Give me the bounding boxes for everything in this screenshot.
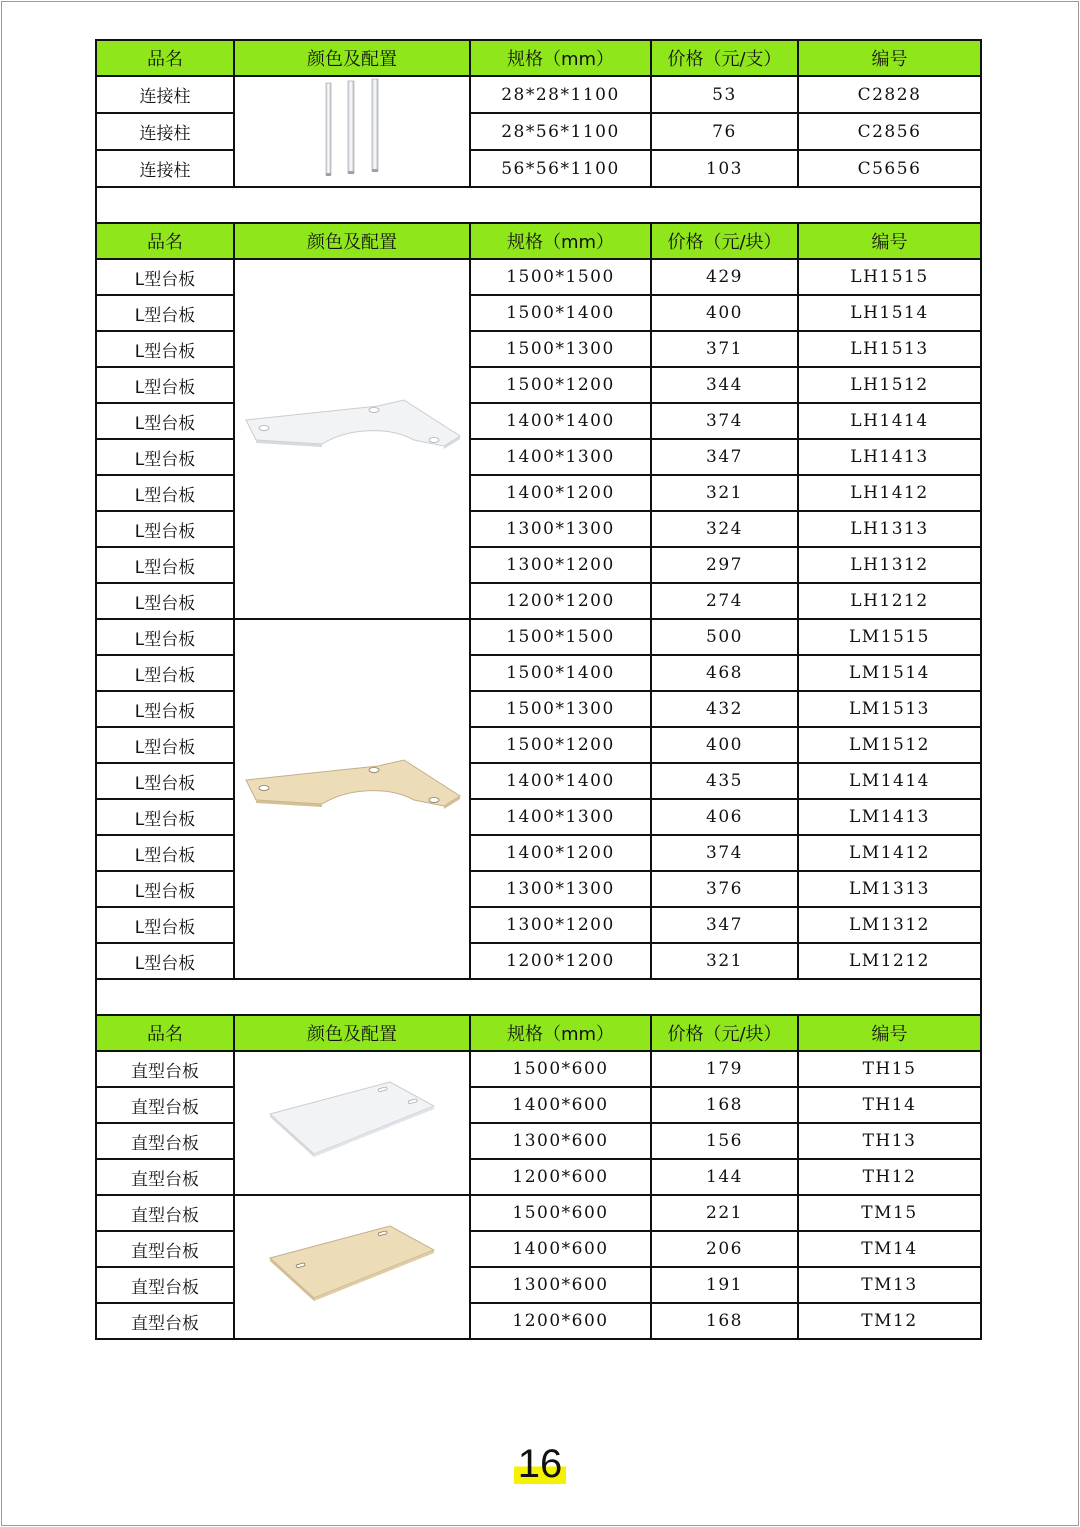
- table-row: [96, 691, 981, 727]
- spacer-cell: [96, 187, 981, 223]
- spec: 1300*1300: [470, 511, 651, 547]
- spec: 1500*1500: [470, 619, 651, 655]
- spec: 1300*600: [470, 1123, 651, 1159]
- table-row: [96, 403, 981, 439]
- product-name: 直型台板: [96, 1051, 234, 1087]
- code: LM1212: [798, 943, 981, 979]
- code: LH1514: [798, 295, 981, 331]
- spec: 1400*1400: [470, 403, 651, 439]
- header-code: 编号: [798, 1015, 981, 1051]
- white-straight-desktop-image: [234, 1051, 470, 1195]
- connecting-column-image: [234, 76, 470, 187]
- code: TM15: [798, 1195, 981, 1231]
- code: LM1412: [798, 835, 981, 871]
- code: LH1413: [798, 439, 981, 475]
- code: TM14: [798, 1231, 981, 1267]
- code: LM1514: [798, 655, 981, 691]
- spec: 1500*1300: [470, 691, 651, 727]
- code: LH1513: [798, 331, 981, 367]
- table-row: [96, 1087, 981, 1123]
- code: LH1512: [798, 367, 981, 403]
- spec: 28*56*1100: [470, 113, 651, 150]
- header-config: 颜色及配置: [234, 223, 470, 259]
- header-row-columns: [96, 40, 981, 76]
- price: 500: [651, 619, 798, 655]
- header-spec: 规格（mm）: [470, 40, 651, 76]
- spec: 1500*1200: [470, 367, 651, 403]
- product-name: L型台板: [96, 367, 234, 403]
- price: 374: [651, 403, 798, 439]
- code: LM1414: [798, 763, 981, 799]
- spec: 1400*1200: [470, 835, 651, 871]
- spec: 1500*1200: [470, 727, 651, 763]
- price: 156: [651, 1123, 798, 1159]
- table-row: [96, 655, 981, 691]
- code: TH12: [798, 1159, 981, 1195]
- spec: 1200*1200: [470, 943, 651, 979]
- code: C2856: [798, 113, 981, 150]
- header-name: 品名: [96, 40, 234, 76]
- code: C5656: [798, 150, 981, 187]
- product-name: 直型台板: [96, 1231, 234, 1267]
- product-name: L型台板: [96, 295, 234, 331]
- table-row: [96, 113, 981, 150]
- price: 191: [651, 1267, 798, 1303]
- header-config: 颜色及配置: [234, 40, 470, 76]
- code: LM1512: [798, 727, 981, 763]
- spec: 1500*1300: [470, 331, 651, 367]
- product-name: 连接柱: [96, 76, 234, 113]
- spec: 1400*1200: [470, 475, 651, 511]
- product-name: L型台板: [96, 763, 234, 799]
- code: TM12: [798, 1303, 981, 1339]
- product-name: 直型台板: [96, 1267, 234, 1303]
- code: LH1313: [798, 511, 981, 547]
- product-name: L型台板: [96, 799, 234, 835]
- product-name: L型台板: [96, 439, 234, 475]
- price: 53: [651, 76, 798, 113]
- header-row-straight-desktop: [96, 1015, 981, 1051]
- price: 468: [651, 655, 798, 691]
- spec: 1200*600: [470, 1159, 651, 1195]
- spec: 1400*600: [470, 1231, 651, 1267]
- header-price: 价格（元/块）: [651, 1015, 798, 1051]
- table-row: [96, 1123, 981, 1159]
- code: LH1212: [798, 583, 981, 619]
- spec: 1500*600: [470, 1195, 651, 1231]
- price: 321: [651, 475, 798, 511]
- table-row: [96, 1051, 981, 1087]
- white-straight-desktop-icon: [262, 1076, 442, 1166]
- product-name: 直型台板: [96, 1087, 234, 1123]
- table-row: [96, 259, 981, 295]
- price: 321: [651, 943, 798, 979]
- product-name: L型台板: [96, 727, 234, 763]
- table-row: [96, 871, 981, 907]
- page-number-area: [0, 1440, 1080, 1488]
- price: 274: [651, 583, 798, 619]
- table-row: [96, 367, 981, 403]
- price: 406: [651, 799, 798, 835]
- table-row: [96, 475, 981, 511]
- code: LM1313: [798, 871, 981, 907]
- spec: 1200*1200: [470, 583, 651, 619]
- product-name: L型台板: [96, 403, 234, 439]
- table-row: [96, 907, 981, 943]
- table-row: [96, 1267, 981, 1303]
- table-row: [96, 331, 981, 367]
- price: 179: [651, 1051, 798, 1087]
- header-name: 品名: [96, 1015, 234, 1051]
- header-code: 编号: [798, 40, 981, 76]
- spacer-cell: [96, 979, 981, 1015]
- spec: 1300*600: [470, 1267, 651, 1303]
- product-name: L型台板: [96, 691, 234, 727]
- price: 347: [651, 907, 798, 943]
- price-table: [95, 39, 982, 1340]
- table-row: [96, 1159, 981, 1195]
- code: C2828: [798, 76, 981, 113]
- spec: 1500*600: [470, 1051, 651, 1087]
- price: 374: [651, 835, 798, 871]
- code: TH15: [798, 1051, 981, 1087]
- connecting-column-icon: [312, 77, 392, 181]
- table-row: [96, 943, 981, 979]
- table-row: [96, 1195, 981, 1231]
- price: 168: [651, 1087, 798, 1123]
- header-spec: 规格（mm）: [470, 223, 651, 259]
- table-row: [96, 1303, 981, 1339]
- spec: 1300*1300: [470, 871, 651, 907]
- product-name: 连接柱: [96, 113, 234, 150]
- product-name: 直型台板: [96, 1195, 234, 1231]
- white-l-desktop-image: [234, 259, 470, 619]
- maple-straight-desktop-icon: [262, 1220, 442, 1310]
- price: 324: [651, 511, 798, 547]
- code: LH1312: [798, 547, 981, 583]
- spec: 1200*600: [470, 1303, 651, 1339]
- code: LH1515: [798, 259, 981, 295]
- spec: 28*28*1100: [470, 76, 651, 113]
- price: 400: [651, 295, 798, 331]
- product-name: L型台板: [96, 583, 234, 619]
- product-name: L型台板: [96, 259, 234, 295]
- product-name: L型台板: [96, 871, 234, 907]
- spec: 1400*1400: [470, 763, 651, 799]
- code: TH13: [798, 1123, 981, 1159]
- product-name: L型台板: [96, 907, 234, 943]
- price: 103: [651, 150, 798, 187]
- spec: 1400*1300: [470, 799, 651, 835]
- price: 371: [651, 331, 798, 367]
- price: 221: [651, 1195, 798, 1231]
- table-row: [96, 511, 981, 547]
- table-row: [96, 150, 981, 187]
- table-row: [96, 1231, 981, 1267]
- table-row: [96, 619, 981, 655]
- table-row: [96, 547, 981, 583]
- code: LH1412: [798, 475, 981, 511]
- price: 297: [651, 547, 798, 583]
- price: 206: [651, 1231, 798, 1267]
- product-name: L型台板: [96, 331, 234, 367]
- product-name: L型台板: [96, 835, 234, 871]
- page-number: 16: [514, 1440, 567, 1488]
- spec: 1300*1200: [470, 547, 651, 583]
- spec: 56*56*1100: [470, 150, 651, 187]
- table-row: [96, 295, 981, 331]
- code: LM1513: [798, 691, 981, 727]
- product-name: L型台板: [96, 943, 234, 979]
- product-name: L型台板: [96, 619, 234, 655]
- header-name: 品名: [96, 223, 234, 259]
- product-name: L型台板: [96, 475, 234, 511]
- product-name: L型台板: [96, 547, 234, 583]
- table-row: [96, 799, 981, 835]
- spec: 1500*1500: [470, 259, 651, 295]
- table-row: [96, 835, 981, 871]
- code: TM13: [798, 1267, 981, 1303]
- price: 435: [651, 763, 798, 799]
- table-row: [96, 76, 981, 113]
- spec: 1500*1400: [470, 295, 651, 331]
- spec: 1400*1300: [470, 439, 651, 475]
- spacer-row: [96, 187, 981, 223]
- header-row-l-desktop: [96, 223, 981, 259]
- product-name: 直型台板: [96, 1123, 234, 1159]
- price: 432: [651, 691, 798, 727]
- maple-straight-desktop-image: [234, 1195, 470, 1339]
- maple-l-desktop-icon: [238, 752, 466, 842]
- spec: 1400*600: [470, 1087, 651, 1123]
- price: 144: [651, 1159, 798, 1195]
- price: 168: [651, 1303, 798, 1339]
- spacer-row: [96, 979, 981, 1015]
- table-row: [96, 763, 981, 799]
- price: 344: [651, 367, 798, 403]
- maple-l-desktop-image: [234, 619, 470, 979]
- header-price: 价格（元/块）: [651, 223, 798, 259]
- product-name: L型台板: [96, 655, 234, 691]
- code: LM1312: [798, 907, 981, 943]
- price: 76: [651, 113, 798, 150]
- header-spec: 规格（mm）: [470, 1015, 651, 1051]
- spec: 1300*1200: [470, 907, 651, 943]
- header-code: 编号: [798, 223, 981, 259]
- product-name: L型台板: [96, 511, 234, 547]
- product-name: 直型台板: [96, 1159, 234, 1195]
- code: TH14: [798, 1087, 981, 1123]
- header-price: 价格（元/支）: [651, 40, 798, 76]
- price: 429: [651, 259, 798, 295]
- product-name: 直型台板: [96, 1303, 234, 1339]
- price: 400: [651, 727, 798, 763]
- price: 347: [651, 439, 798, 475]
- header-config: 颜色及配置: [234, 1015, 470, 1051]
- code: LM1515: [798, 619, 981, 655]
- white-l-desktop-icon: [238, 392, 466, 482]
- spec: 1500*1400: [470, 655, 651, 691]
- price: 376: [651, 871, 798, 907]
- product-name: 连接柱: [96, 150, 234, 187]
- table-row: [96, 583, 981, 619]
- code: LM1413: [798, 799, 981, 835]
- table-row: [96, 439, 981, 475]
- table-row: [96, 727, 981, 763]
- code: LH1414: [798, 403, 981, 439]
